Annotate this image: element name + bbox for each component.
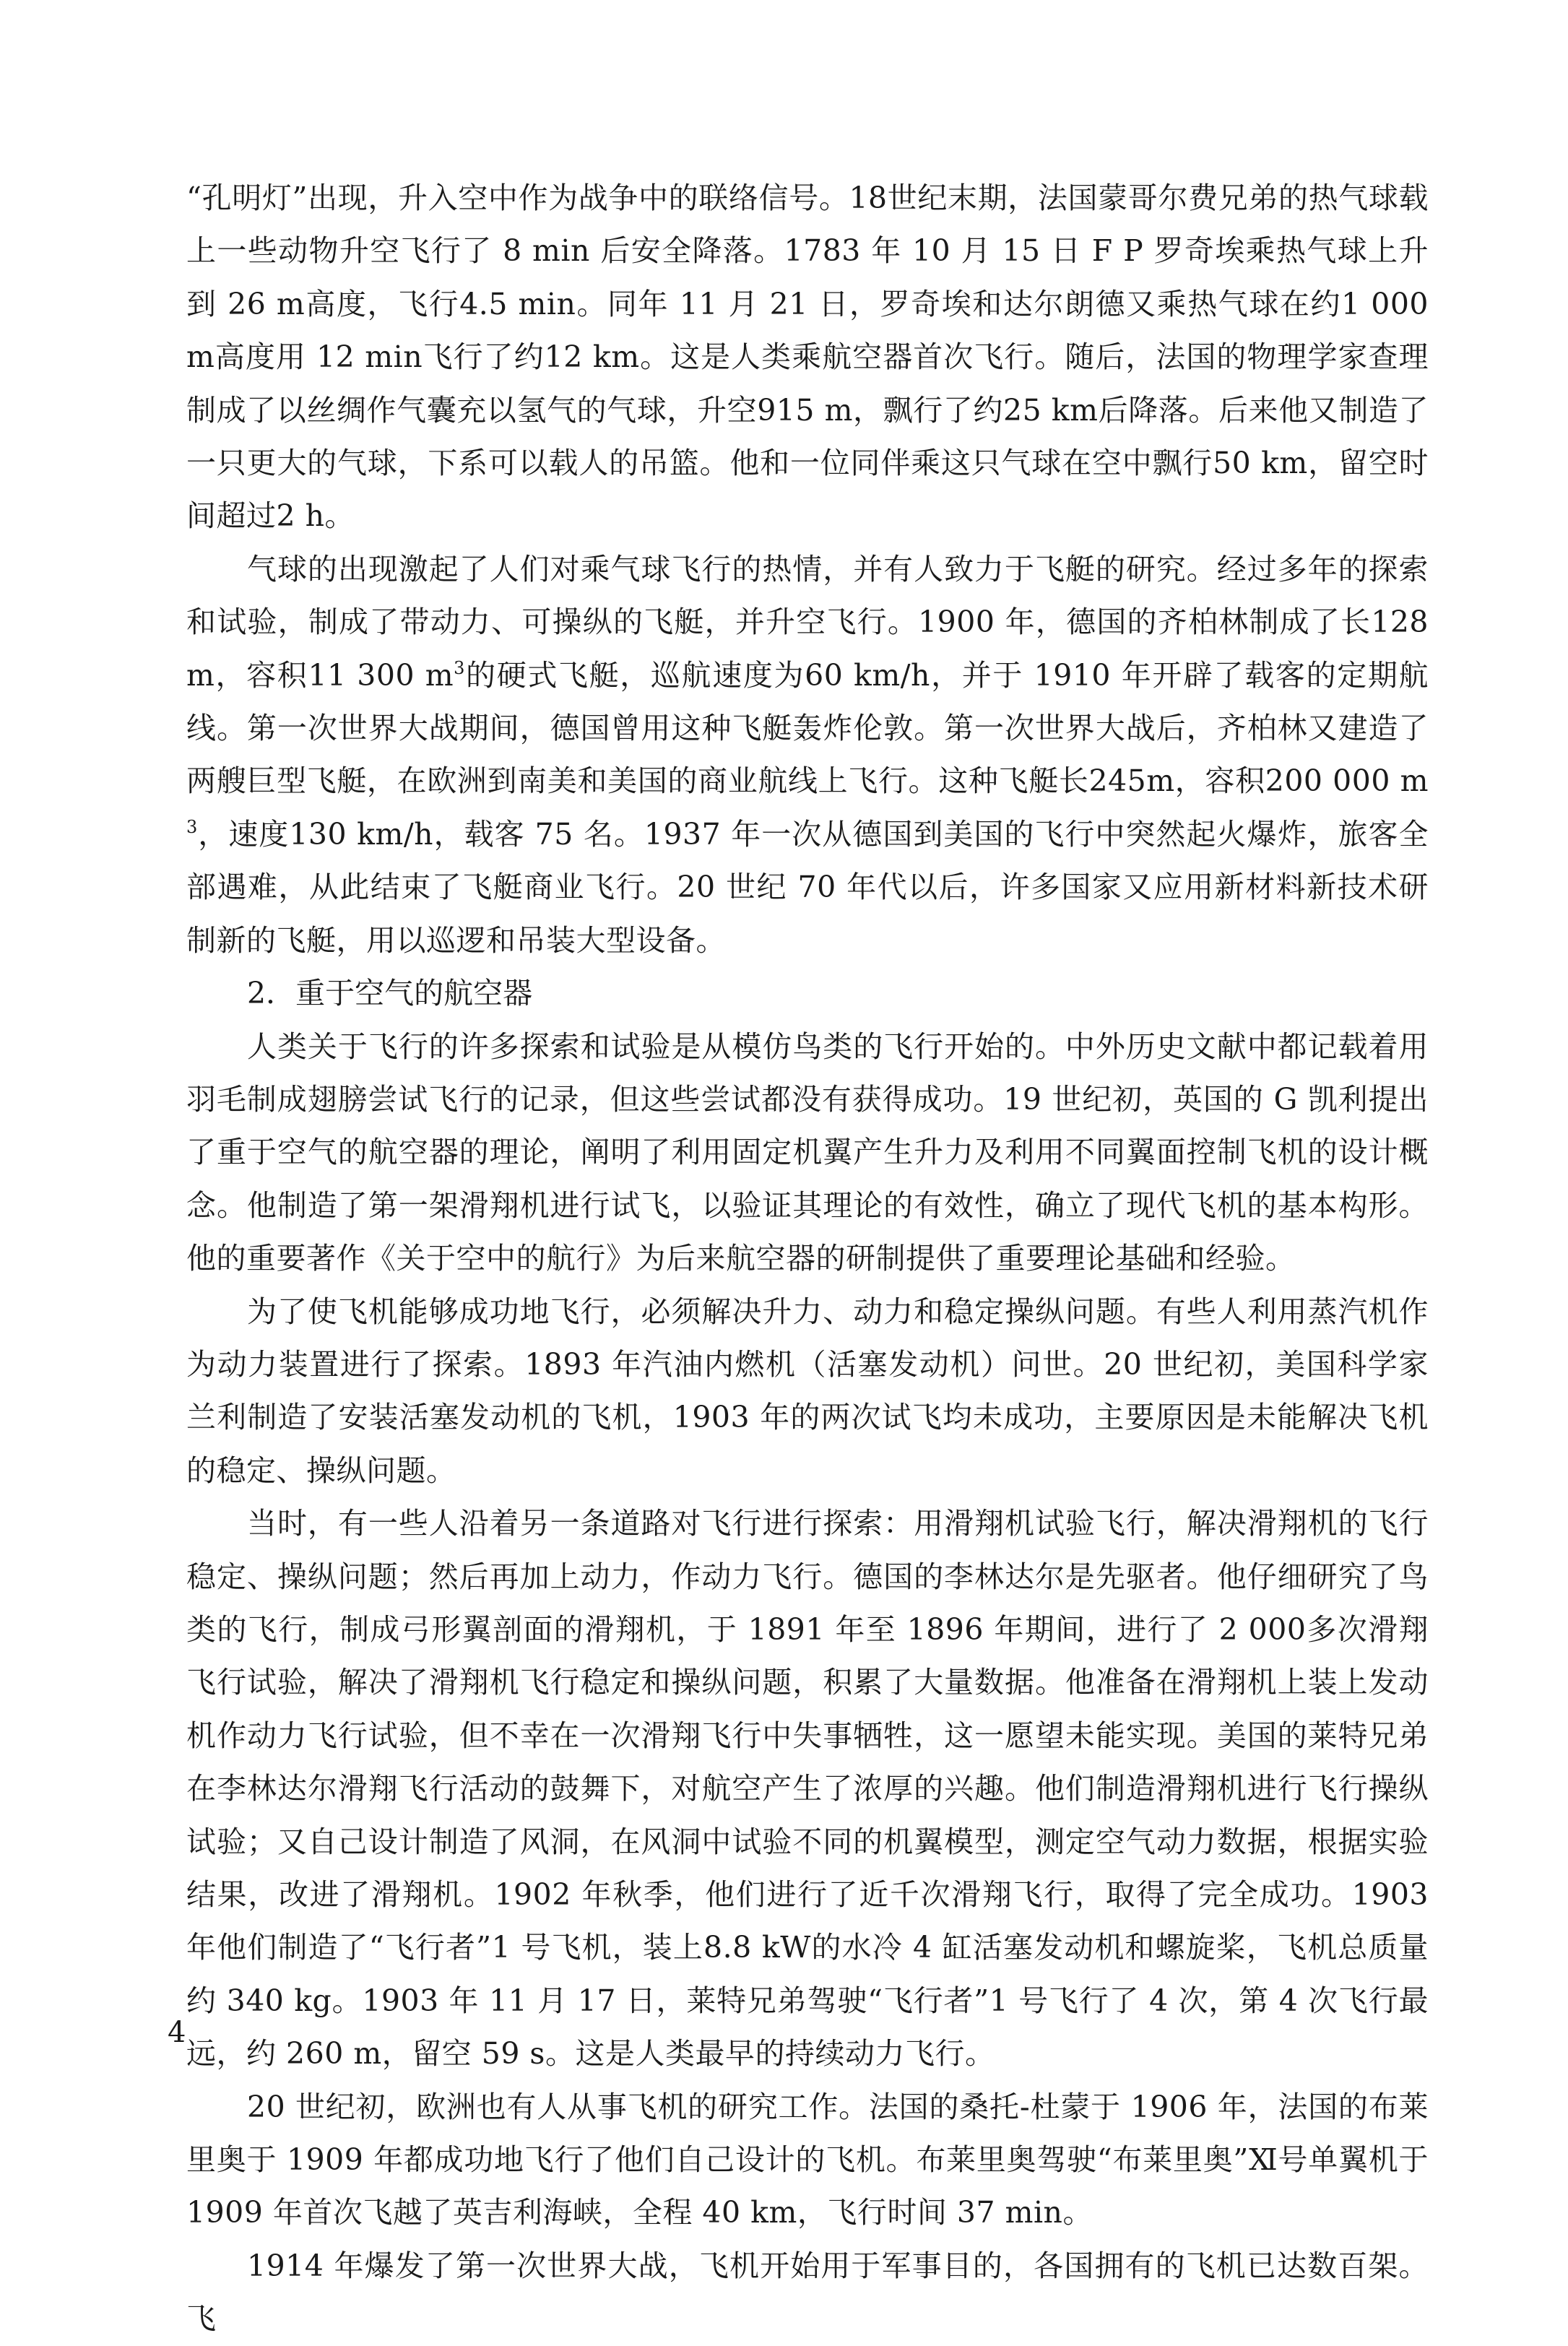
superscript-unit: 3 xyxy=(454,657,465,678)
paragraph-european-aviation: 20 世纪初，欧洲也有人从事飞机的研究工作。法国的桑托-杜蒙于 1906 年，法国的布莱里奥于 1909 年都成功地飞行了他们自己设计的飞机。布莱里奥驾驶“布莱里奥”Ⅺ号单翼机于 1909 年首次飞越了英吉利海峡，全程 40 km，飞行时间 37 min。 xyxy=(186,2089,1429,2230)
section-heading: 2．重于空气的航空器 xyxy=(247,976,533,1011)
paragraph-balloon-history: “孔明灯”出现，升入空中作为战争中的联络信号。18世纪末期，法国蒙哥尔费兄弟的热气球载上一些动物升空飞行了 8 min 后安全降落。1783 年 10 月 15 日 F P 罗奇埃乘热气球上升到 26 m高度，飞行4.5 min。同年 11 月 21 日，罗奇埃和达尔朗德又乘热气球在约1 000 m高度用 12 min飞行了约12 km。这是人类乘航空器首次飞行。随后，法国的物理学家查理制成了以丝绸作气囊充以氢气的气球，升空915 m，飘行了约25 km后降落。后来他又制造了一只更大的气球，下系可以载人的吊篮。他和一位同伴乘这只气球在空中飘行50 km，留空时间超过2 h。 xyxy=(186,181,1429,534)
airship-text-part: ，速度130 km/h，载客 75 名。1937 年一次从德国到美国的飞行中突然起火爆炸，旅客全部遇难，从此结束了飞艇商业飞行。20 世纪 70 年代以后，许多国家又应用新材料新技术研制新的飞艇，用以巡逻和吊装大型设备。 xyxy=(186,816,1429,958)
paragraph-world-war-one: 1914 年爆发了第一次世界大战，飞机开始用于军事目的，各国拥有的飞机已达数百架。飞 xyxy=(186,2248,1429,2337)
superscript-unit: 3 xyxy=(186,816,198,837)
paragraph-glider-and-wright-brothers: 当时，有一些人沿着另一条道路对飞行进行探索：用滑翔机试验飞行，解决滑翔机的飞行稳定、操纵问题；然后再加上动力，作动力飞行。德国的李林达尔是先驱者。他仔细研究了鸟类的飞行，制成弓形翼剖面的滑翔机，于 1891 年至 1896 年期间，进行了 2 000多次滑翔飞行试验，解决了滑翔机飞行稳定和操纵问题，积累了大量数据。他准备在滑翔机上装上发动机作动力飞行试验，但不幸在一次滑翔飞行中失事牺牲，这一愿望未能实现。美国的莱特兄弟在李林达尔滑翔飞行活动的鼓舞下，对航空产生了浓厚的兴趣。他们制造滑翔机进行飞行操纵试验；又自己设计制造了风洞，在风洞中试验不同的机翼模型，测定空气动力数据，根据实验结果，改进了滑翔机。1902 年秋季，他们进行了近千次滑翔飞行，取得了完全成功。1903 年他们制造了“飞行者”1 号飞机，装上8.8 kW的水冷 4 缸活塞发动机和螺旋桨，飞机总质量约 340 kg。1903 年 11 月 17 日，莱特兄弟驾驶“飞行者”1 号飞行了 4 次，第 4 次飞行最远，约 260 m，留空 59 s。这是人类最早的持续动力飞行。 xyxy=(186,1506,1429,2072)
paragraph-powered-flight-problems: 为了使飞机能够成功地飞行，必须解决升力、动力和稳定操纵问题。有些人利用蒸汽机作为动力装置进行了探索。1893 年汽油内燃机（活塞发动机）问世。20 世纪初，美国科学家兰利制造了安装活塞发动机的飞机，1903 年的两次试飞均未成功，主要原因是未能解决飞机的稳定、操纵问题。 xyxy=(186,1294,1429,1488)
paragraph-early-flight-attempts: 人类关于飞行的许多探索和试验是从模仿鸟类的飞行开始的。中外历史文献中都记载着用羽毛制成翅膀尝试飞行的记录，但这些尝试都没有获得成功。19 世纪初，英国的 G 凯利提出了重于空气的航空器的理论，阐明了利用固定机翼产生升力及利用不同翼面控制飞机的设计概念。他制造了第一架滑翔机进行试飞，以验证其理论的有效性，确立了现代飞机的基本构形。他的重要著作《关于空中的航行》为后来航空器的研制提供了重要理论基础和经验。 xyxy=(186,1029,1429,1276)
airship-text-part: 的硬式飞艇，巡航速度为60 km/h，并于 1910 年开辟了载客的定期航线。第一次世界大战期间，德国曾用这种飞艇轰炸伦敦。第一次世界大战后，齐柏林又建造了两艘巨型飞艇，在欧洲到南美和美国的商业航线上飞行。这种飞艇长245m，容积200 000 m xyxy=(186,657,1429,799)
page-body xyxy=(186,172,1429,2346)
page-number: 4 xyxy=(168,2016,186,2049)
paragraph-airship-history xyxy=(186,543,1429,967)
airship-text-part: 气球的出现激起了人们对乘气球飞行的热情，并有人致力于飞艇的研究。经过多年的探索和试验，制成了带动力、可操纵的飞艇，并升空飞行。1900 年，德国的齐柏林制成了长128 m，容积11 300 m xyxy=(186,551,1429,693)
